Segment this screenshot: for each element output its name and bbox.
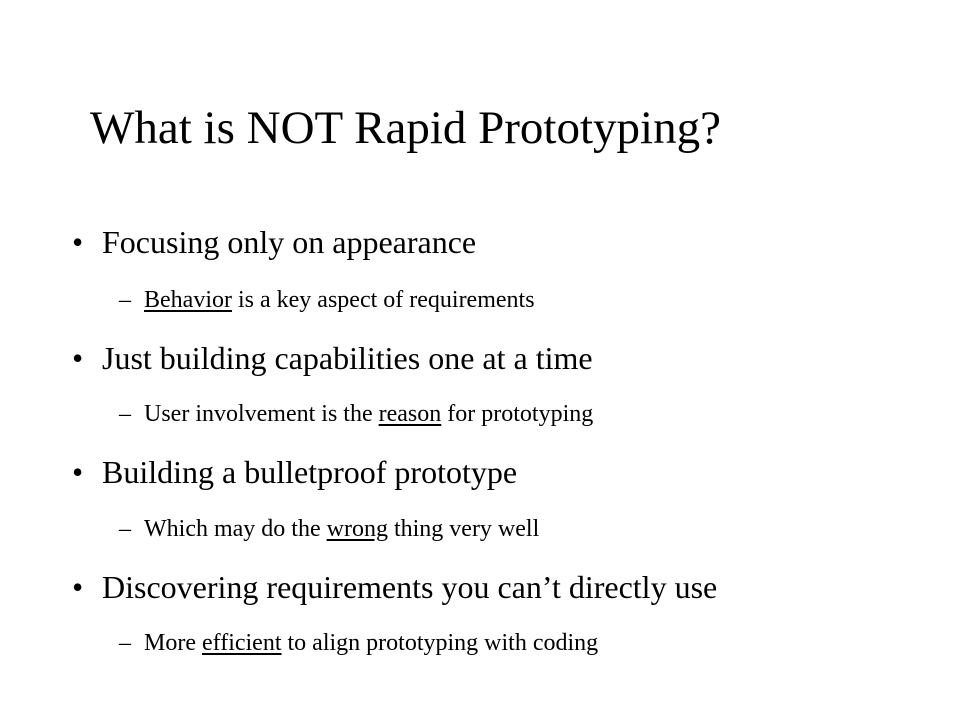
bullet-text: Discovering requirements you can’t directly use — [102, 569, 718, 605]
sub-text-post: is a key aspect of requirements — [231, 287, 535, 313]
sub-text-underlined: reason — [378, 401, 442, 427]
bullet-icon: • — [72, 454, 84, 490]
slide-title: What is NOT Rapid Prototyping? — [90, 102, 721, 154]
sub-text-underlined: Behavior — [144, 287, 232, 313]
sub-point — [119, 285, 535, 315]
sub-text-post: to align prototyping with coding — [281, 630, 599, 656]
sub-point — [119, 628, 598, 658]
sub-text-pre: User involvement is the — [144, 401, 379, 427]
sub-text-pre: More — [144, 630, 202, 656]
bullet-icon: • — [72, 569, 84, 605]
dash-icon: – — [119, 401, 131, 427]
dash-icon: – — [119, 630, 131, 656]
bullet-point — [72, 222, 476, 262]
sub-text-pre: Which may do the — [144, 516, 327, 542]
sub-point — [119, 399, 593, 429]
bullet-text: Building a bulletproof prototype — [102, 454, 518, 490]
sub-point — [119, 514, 539, 544]
bullet-point — [72, 338, 593, 378]
sub-text-underlined: efficient — [201, 630, 282, 656]
sub-text-post: thing very well — [387, 516, 540, 542]
sub-text-post: for prototyping — [441, 401, 594, 427]
bullet-icon: • — [72, 224, 84, 260]
sub-text-underlined: wrong — [326, 516, 388, 542]
dash-icon: – — [119, 287, 131, 313]
bullet-point — [72, 567, 717, 607]
bullet-point — [72, 452, 517, 492]
bullet-text: Just building capabilities one at a time — [102, 340, 593, 376]
dash-icon: – — [119, 516, 131, 542]
bullet-icon: • — [72, 340, 84, 376]
bullet-text: Focusing only on appearance — [102, 224, 477, 260]
